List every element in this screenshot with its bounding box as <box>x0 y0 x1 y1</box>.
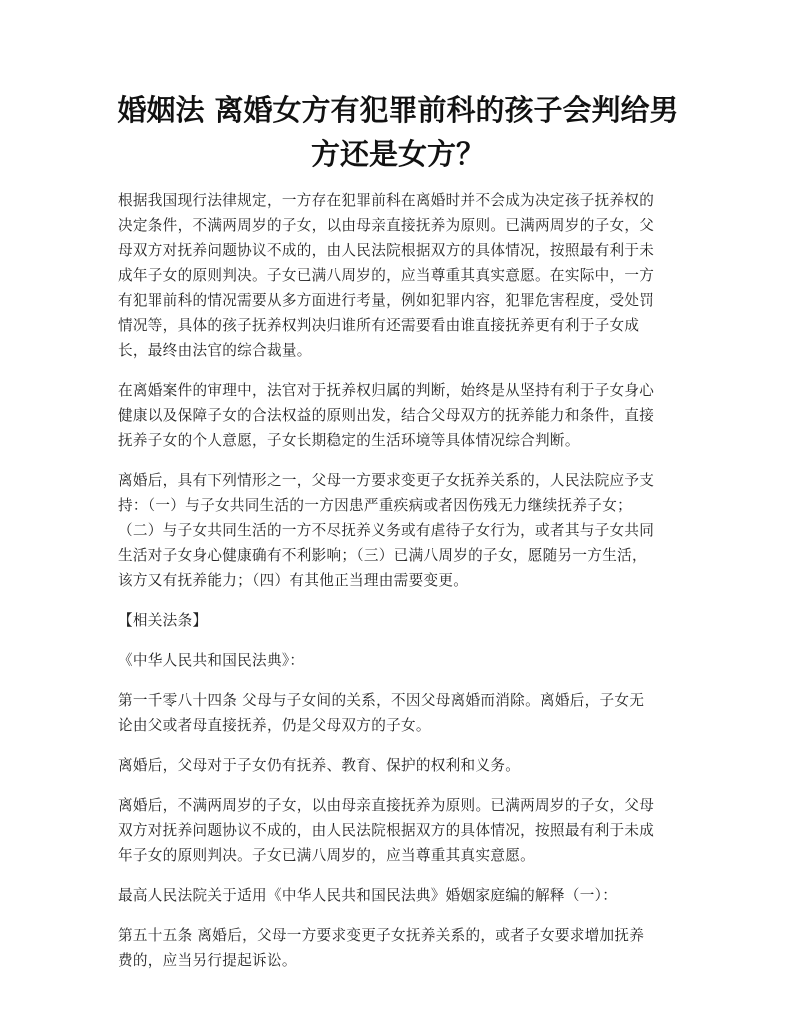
text-line: 根据我国现行法律规定，一方存在犯罪前科在离婚时并不会成为决定孩子抚养权的 <box>118 192 655 209</box>
text-line: 《中华人民共和国民法典》： <box>118 652 305 669</box>
text-line: 在离婚案件的审理中，法官对于抚养权归属的判断，始终是从坚持有利于子女身心 <box>118 382 655 399</box>
document-title <box>100 88 696 176</box>
text-line: 抚养子女的个人意愿，子女长期稳定的生活环境等具体情况综合判断。 <box>118 432 580 449</box>
law-reference-civil-code <box>118 648 684 673</box>
text-line: 最高人民法院关于适用《中华人民共和国民法典》婚姻家庭编的解释（一）： <box>118 887 618 904</box>
article-1084 <box>118 688 684 738</box>
text-line: 双方对抚养问题协议不成的，由人民法院根据双方的具体情况，按照最有利于未成 <box>118 822 655 839</box>
text-line: 离婚后，具有下列情形之一，父母一方要求变更子女抚养关系的，人民法院应予支 <box>118 472 655 489</box>
paragraph-judgment-principle <box>118 378 684 453</box>
title-line: 方还是女方？ <box>310 137 485 171</box>
text-line: 决定条件，不满两周岁的子女，以由母亲直接抚养为原则。已满两周岁的子女，父 <box>118 217 655 234</box>
text-line: 【相关法条】 <box>118 612 208 629</box>
text-line: 成年子女的原则判决。子女已满八周岁的，应当尊重其真实意愿。在实际中，一方 <box>118 267 655 284</box>
text-line: 论由父或者母直接抚养，仍是父母双方的子女。 <box>118 717 431 734</box>
text-line: 有犯罪前科的情况需要从多方面进行考量，例如犯罪内容，犯罪危害程度，受处罚 <box>118 292 655 309</box>
text-line: 费的，应当另行提起诉讼。 <box>118 952 297 969</box>
text-line: 离婚后，不满两周岁的子女，以由母亲直接抚养为原则。已满两周岁的子女，父母 <box>118 797 655 814</box>
text-line: 第五十五条 离婚后，父母一方要求变更子女抚养关系的，或者子女要求增加抚养 <box>118 927 645 944</box>
article-1084-rights <box>118 753 684 778</box>
text-line: （二）与子女共同生活的一方不尽抚养义务或有虐待子女行为，或者其与子女共同 <box>118 522 655 539</box>
text-line: 母双方对抚养问题协议不成的，由人民法院根据双方的具体情况，按照最有利于未 <box>118 242 655 259</box>
paragraph-custody-rules <box>118 188 684 363</box>
law-reference-interpretation <box>118 883 684 908</box>
text-line: 持：（一）与子女共同生活的一方因患严重疾病或者因伤残无力继续抚养子女； <box>118 497 632 514</box>
text-line: 生活对子女身心健康确有不利影响；（三）已满八周岁的子女，愿随另一方生活， <box>118 547 647 564</box>
text-line: 健康以及保障子女的合法权益的原则出发，结合父母双方的抚养能力和条件，直接 <box>118 407 655 424</box>
article-55 <box>118 923 684 973</box>
text-line: 离婚后，父母对于子女仍有抚养、教育、保护的权利和义务。 <box>118 757 521 774</box>
text-line: 该方又有抚养能力；（四）有其他正当理由需要变更。 <box>118 572 469 589</box>
title-line: 婚姻法 离婚女方有犯罪前科的孩子会判给男 <box>117 93 679 127</box>
paragraph-custody-change <box>118 468 684 593</box>
text-line: 情况等，具体的孩子抚养权判决归谁所有还需要看由谁直接抚养更有利于子女成 <box>118 317 640 334</box>
article-1084-custody <box>118 793 684 868</box>
section-heading-related-laws <box>118 608 684 633</box>
text-line: 年子女的原则判决。子女已满八周岁的，应当尊重其真实意愿。 <box>118 847 536 864</box>
text-line: 第一千零八十四条 父母与子女间的关系，不因父母离婚而消除。离婚后，子女无 <box>118 692 645 709</box>
document-body <box>118 188 684 988</box>
text-line: 长，最终由法官的综合裁量。 <box>118 342 312 359</box>
